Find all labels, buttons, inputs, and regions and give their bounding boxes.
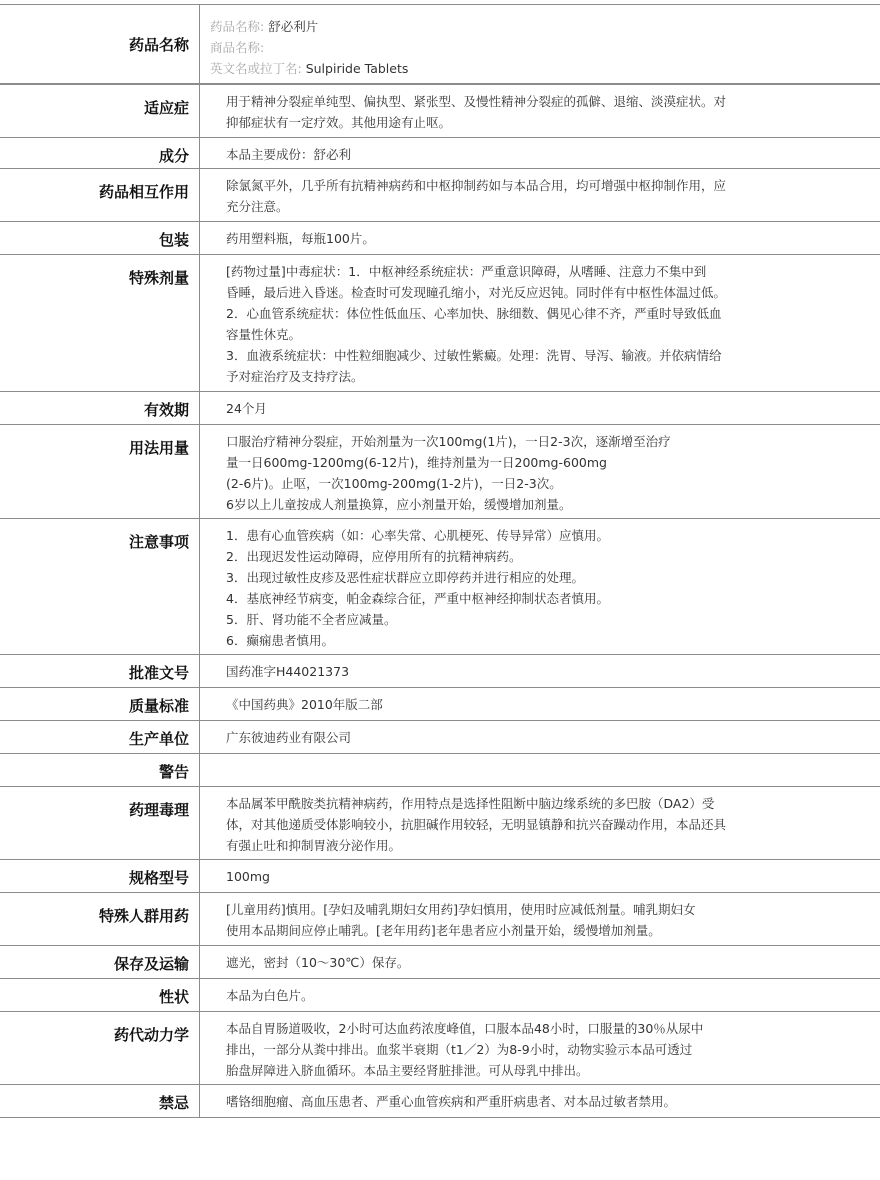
row-value: [200, 754, 880, 786]
row-value-line: 2．心血管系统症状：体位性低血压、心率加快、脉细数、偶见心律不齐，严重时导致低血: [226, 306, 722, 321]
info-row: [0, 169, 880, 222]
info-row: [0, 979, 880, 1012]
english-name-line: 英文名或拉丁名: Sulpiride Tablets: [210, 61, 409, 76]
row-label: 适应症: [0, 85, 200, 137]
row-value: [200, 787, 880, 859]
row-value-line: 体，对其他递质受体影响较小，抗胆碱作用较轻，无明显镇静和抗兴奋躁动作用，本品还具: [226, 817, 727, 832]
row-value-line: 100mg: [226, 869, 270, 884]
row-value-line: 药用塑料瓶，每瓶100片。: [226, 231, 375, 246]
row-label: 注意事项: [0, 519, 200, 654]
row-label: 药品名称: [0, 5, 200, 83]
row-value: [200, 721, 880, 753]
row-value-line: 本品主要成份：舒必利: [226, 147, 352, 162]
row-label: 药理毒理: [0, 787, 200, 859]
row-value: [200, 392, 880, 424]
row-value: [200, 1085, 880, 1117]
row-value-line: 容量性休克。: [226, 327, 302, 342]
info-row: [0, 893, 880, 946]
row-value: [200, 138, 880, 168]
row-label: 质量标准: [0, 688, 200, 720]
row-label: 有效期: [0, 392, 200, 424]
row-value-line: 3．出现过敏性皮疹及恶性症状群应立即停药并进行相应的处理。: [226, 570, 584, 585]
row-value-line: 5．肝、肾功能不全者应减量。: [226, 612, 397, 627]
row-value-line: 本品自胃肠道吸收，2小时可达血药浓度峰值，口服本品48小时，口服量的30％从尿中: [226, 1021, 704, 1036]
row-value-line: 广东彼迪药业有限公司: [226, 730, 352, 745]
info-row: [0, 519, 880, 655]
info-row: [0, 655, 880, 688]
row-value: [200, 222, 880, 254]
row-value-line: 4．基底神经节病变，帕金森综合征，严重中枢神经抑制状态者慎用。: [226, 591, 609, 606]
row-label: 特殊人群用药: [0, 893, 200, 945]
row-value-line: 1．患有心血管疾病（如：心率失常、心肌梗死、传导异常）应慎用。: [226, 528, 609, 543]
info-row: [0, 946, 880, 979]
info-row: [0, 860, 880, 893]
row-value-line: 《中国药典》2010年版二部: [226, 697, 383, 712]
row-value: [200, 85, 880, 137]
row-value-line: [药物过量]中毒症状：1．中枢神经系统症状：严重意识障碍，从嗜睡、注意力不集中到: [226, 264, 707, 279]
row-value: [200, 169, 880, 221]
row-value-line: 遮光，密封（10～30℃）保存。: [226, 955, 410, 970]
row-value-line: 昏睡，最后进入昏迷。检查时可发现瞳孔缩小，对光反应迟钝。同时伴有中枢性体温过低。: [226, 285, 727, 300]
row-label: 规格型号: [0, 860, 200, 892]
row-value: [200, 655, 880, 687]
info-row: [0, 754, 880, 787]
row-label: 成分: [0, 138, 200, 168]
drug-info-table: [0, 4, 880, 1118]
row-label: 保存及运输: [0, 946, 200, 978]
row-label: 药代动力学: [0, 1012, 200, 1084]
info-row: [0, 1085, 880, 1118]
row-value-line: 6岁以上儿童按成人剂量换算，应小剂量开始，缓慢增加剂量。: [226, 497, 572, 512]
row-value-line: (2-6片)。止呕，一次100mg-200mg(1-2片)，一日2-3次。: [226, 476, 562, 491]
info-row: [0, 222, 880, 255]
row-value-line: [儿童用药]慎用。[孕妇及哺乳期妇女用药]孕妇慎用，使用时应减低剂量。哺乳期妇女: [226, 902, 696, 917]
row-value: [200, 860, 880, 892]
row-label: 药品相互作用: [0, 169, 200, 221]
info-row: [0, 1012, 880, 1085]
info-row: [0, 787, 880, 860]
row-label: 特殊剂量: [0, 255, 200, 391]
row-value: [200, 979, 880, 1011]
row-value-line: 使用本品期间应停止哺乳。[老年用药]老年患者应小剂量开始，缓慢增加剂量。: [226, 923, 661, 938]
info-row: [0, 84, 880, 138]
row-value: [200, 519, 880, 654]
row-value-line: 胎盘屏障进入脐血循环。本品主要经肾脏排泄。可从母乳中排出。: [226, 1063, 589, 1078]
row-value-line: 排出，一部分从粪中排出。血浆半衰期（t1／2）为8-9小时，动物实验示本品可透过: [226, 1042, 693, 1057]
info-row: [0, 721, 880, 754]
trade-name-line: 商品名称:: [210, 40, 265, 55]
row-value-line: 口服治疗精神分裂症，开始剂量为一次100mg(1片)，一日2-3次，逐渐增至治疗: [226, 434, 671, 449]
row-value-line: 本品属苯甲酰胺类抗精神病药，作用特点是选择性阻断中脑边缘系统的多巴胺（DA2）受: [226, 796, 715, 811]
row-value-line: 6．癫痫患者慎用。: [226, 633, 334, 648]
row-value: [200, 893, 880, 945]
row-value: [200, 255, 880, 391]
row-label: 禁忌: [0, 1085, 200, 1117]
row-label: 批准文号: [0, 655, 200, 687]
info-row: [0, 425, 880, 519]
row-value-line: 24个月: [226, 401, 267, 416]
row-value: [200, 425, 880, 518]
row-label: 性状: [0, 979, 200, 1011]
generic-name-line: 药品名称: 舒必利片: [210, 19, 319, 34]
drug-name-row: [0, 4, 880, 84]
row-value-line: 本品为白色片。: [226, 988, 314, 1003]
row-label: 生产单位: [0, 721, 200, 753]
row-value-line: 嗜铬细胞瘤、高血压患者、严重心血管疾病和严重肝病患者、对本品过敏者禁用。: [226, 1094, 677, 1109]
row-value: [200, 688, 880, 720]
row-value-line: 予对症治疗及支持疗法。: [226, 369, 364, 384]
info-row: [0, 138, 880, 169]
info-row: [0, 688, 880, 721]
drug-name-values: [200, 5, 880, 83]
row-value-line: 有强止吐和抑制胃液分泌作用。: [226, 838, 402, 853]
row-value: [200, 946, 880, 978]
row-value-line: 量一日600mg-1200mg(6-12片)，维持剂量为一日200mg-600mg: [226, 455, 607, 470]
info-row: [0, 392, 880, 425]
row-value-line: 用于精神分裂症单纯型、偏执型、紧张型、及慢性精神分裂症的孤僻、退缩、淡漠症状。对: [226, 94, 727, 109]
row-value-line: 3．血液系统症状：中性粒细胞减少、过敏性紫癜。处理：洗胃、导泻、输液。并依病情给: [226, 348, 722, 363]
row-value-line: 抑郁症状有一定疗效。其他用途有止呕。: [226, 115, 452, 130]
row-value-line: 2．出现迟发性运动障碍，应停用所有的抗精神病药。: [226, 549, 522, 564]
row-value-line: 充分注意。: [226, 199, 289, 214]
row-label: 警告: [0, 754, 200, 786]
row-value: [200, 1012, 880, 1084]
info-row: [0, 255, 880, 392]
row-label: 用法用量: [0, 425, 200, 518]
row-value-line: 国药准字H44021373: [226, 664, 350, 679]
row-label: 包装: [0, 222, 200, 254]
row-value-line: 除氯氮平外，几乎所有抗精神病药和中枢抑制药如与本品合用，均可增强中枢抑制作用，应: [226, 178, 727, 193]
